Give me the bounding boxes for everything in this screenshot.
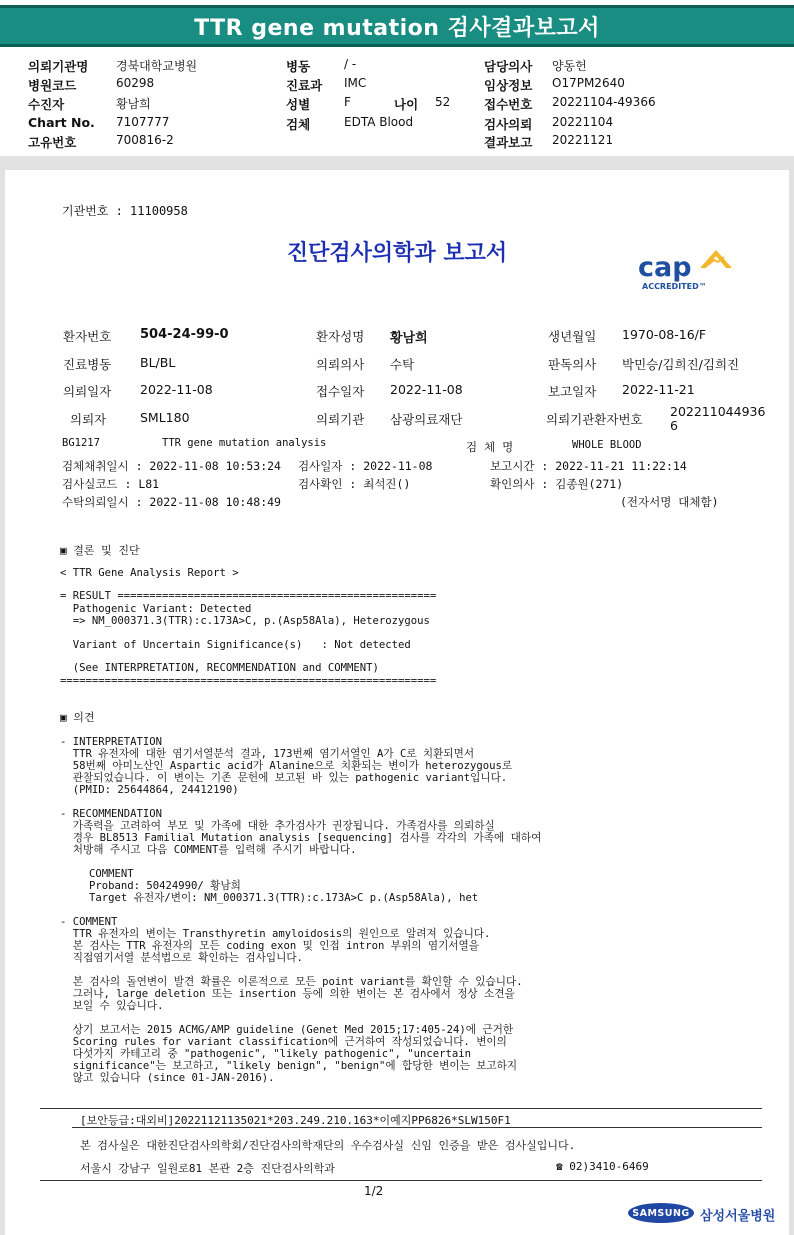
summary-label: 검사의뢰 [484, 117, 533, 132]
summary-label: 진료과 [286, 78, 323, 93]
report-line: Pathogenic Variant: Detected [60, 603, 252, 615]
summary-value: 700816-2 [116, 133, 174, 147]
specimen-value: WHOLE BLOOD [572, 439, 642, 451]
opinion-line: 처방해 주시고 다음 COMMENT를 입력해 주시기 바랍니다. [60, 844, 357, 856]
opinion-line: 관찰되었습니다. 이 변이는 기존 문헌에 보고된 바 있는 pathogenic variant입니다. [60, 772, 508, 784]
patient-label: 의뢰일자 [63, 384, 112, 399]
patient-label: 접수일자 [316, 384, 365, 399]
patient-label: 환자성명 [316, 329, 365, 344]
summary-value: 황남희 [116, 97, 151, 111]
summary-label: 임상정보 [484, 78, 533, 93]
footer-divider-mid [72, 1127, 762, 1128]
opinion-line: 그러나, large deletion 또는 insertion 등에 의한 변이는 본 검사에서 정상 소견을 [60, 988, 515, 1000]
collect-time: 검체채취일시 : 2022-11-08 10:53:24 [62, 459, 281, 473]
summary-value: 52 [435, 95, 451, 109]
section-opinion-title: ▣ 의견 [60, 711, 95, 724]
cap-logo-text: cap [638, 252, 692, 283]
lab-room-code: 검사실코드 : L81 [62, 477, 160, 491]
patient-value: SML180 [140, 410, 190, 425]
cap-accredited-logo [636, 246, 736, 294]
report-line: = RESULT ================================================== [60, 590, 437, 602]
patient-label: 의뢰자 [70, 412, 107, 427]
hospital-name: 삼성서울병원 [700, 1209, 776, 1224]
security-grade: [보안등급:대외비]20221121135021*203.249.210.163*이예지PP6826*SLW150F1 [80, 1114, 511, 1127]
report-header-title: TTR gene mutation 검사결과보고서 [194, 15, 600, 41]
patient-label: 의뢰기관환자번호 [546, 412, 643, 427]
summary-value: IMC [344, 76, 367, 90]
page-left-border [0, 156, 5, 1235]
opinion-line: (PMID: 25644864, 24412190) [60, 784, 239, 796]
esign-note: (전자서명 대체함) [620, 495, 719, 509]
cap-logo-graphic [636, 246, 736, 294]
patient-label: 생년월일 [548, 329, 597, 344]
institution-number: 기관번호 : 11100958 [62, 204, 188, 218]
summary-value: EDTA Blood [344, 115, 414, 129]
patient-value: 삼광의료재단 [390, 412, 463, 427]
summary-value: / - [344, 57, 357, 71]
opinion-line: 본 검사는 TTR 유전자의 모든 coding exon 및 인접 intron 부위의 염기서열을 [60, 940, 479, 952]
footer-divider-bottom [40, 1180, 762, 1181]
test-confirm: 검사확인 : 최석진() [298, 477, 411, 491]
patient-value: 202211044936 [670, 404, 766, 419]
summary-value: 경북대학교병원 [116, 59, 198, 73]
report-line: (See INTERPRETATION, RECOMMENDATION and COMMENT) [60, 662, 379, 674]
patient-value: 2022-11-21 [622, 382, 695, 397]
report-line: =========================================================== [60, 675, 437, 687]
footer-divider-top [40, 1108, 762, 1109]
summary-label: 수진자 [28, 97, 65, 112]
summary-label: 접수번호 [484, 97, 533, 112]
patient-value: 504-24-99-0 [140, 327, 229, 342]
opinion-line: 않고 있습니다 (since 01-JAN-2016). [60, 1072, 275, 1084]
patient-label: 판독의사 [548, 357, 597, 372]
samsung-logo: SAMSUNG [628, 1203, 694, 1223]
summary-label: 나이 [394, 97, 419, 112]
patient-value: 6 [670, 418, 678, 433]
document-title: 진단검사의학과 보고서 [286, 240, 508, 266]
opinion-line: - INTERPRETATION [60, 736, 163, 748]
opinion-line: significance"는 보고하고, "likely benign", "benign"에 합당한 변이는 보고하지 [60, 1060, 518, 1072]
opinion-line: 본 검사의 돌연변이 발견 확률은 이론적으로 모든 point variant를 확인할 수 있습니다. [60, 976, 523, 988]
test-code: BG1217 [62, 437, 100, 449]
summary-label: 검체 [286, 117, 311, 132]
summary-value: 60298 [116, 76, 155, 90]
lab-phone: ☎ 02)3410-6469 [556, 1160, 649, 1173]
summary-label: Chart No. [28, 115, 95, 130]
patient-value: BL/BL [140, 355, 176, 370]
report-header [0, 5, 794, 47]
patient-label: 보고일자 [548, 384, 597, 399]
test-date: 검사일자 : 2022-11-08 [298, 459, 433, 473]
summary-label: 담당의사 [484, 59, 533, 74]
report-line: => NM_000371.3(TTR):c.173A>C, p.(Asp58Ala), Heterozygous [60, 615, 430, 627]
opinion-line: 다섯가지 카테고리 중 "pathogenic", "likely pathogenic", "uncertain [60, 1048, 472, 1060]
page-number: 1/2 [364, 1184, 384, 1198]
patient-label: 환자번호 [63, 329, 112, 344]
summary-value: 20221104-49366 [552, 95, 656, 109]
patient-label: 진료병동 [63, 357, 112, 372]
patient-label: 의뢰기관 [316, 412, 365, 427]
report-line: < TTR Gene Analysis Report > [60, 567, 239, 579]
opinion-line: - COMMENT [60, 916, 118, 928]
report-time: 보고시간 : 2022-11-21 11:22:14 [490, 459, 687, 473]
test-name: TTR gene mutation analysis [162, 437, 327, 449]
summary-value: 20221121 [552, 133, 614, 147]
section-conclusion-title: ▣ 결론 및 진단 [60, 544, 140, 557]
summary-value: 20221104 [552, 115, 614, 129]
summary-label: 결과보고 [484, 135, 533, 150]
opinion-line: 58번째 아미노산인 Aspartic acid가 Alanine으로 치환되는 변이가 heterozygous로 [60, 760, 513, 772]
summary-label: 의뢰기관명 [28, 59, 89, 74]
patient-value: 박민승/김희진/김희진 [622, 357, 740, 372]
request-time: 수탁의뢰일시 : 2022-11-08 10:48:49 [62, 495, 281, 509]
patient-value: 수탁 [390, 357, 415, 372]
opinion-line: 가족력을 고려하여 부모 및 가족에 대한 추가검사가 권장됩니다. 가족검사를 의뢰하실 [60, 820, 495, 832]
specimen-label: 검 체 명 [466, 440, 514, 454]
opinion-line: 상기 보고서는 2015 ACMG/AMP guideline (Genet Med 2015;17:405-24)에 근거한 [60, 1024, 514, 1036]
page-right-border [789, 156, 794, 1235]
opinion-line: Scoring rules for variant classification에 근거하여 작성되었습니다. 변이의 [60, 1036, 507, 1048]
opinion-line: TTR 유전자에 대한 염기서열분석 결과, 173번째 염기서열인 A가 C로 치환되면서 [60, 748, 475, 760]
report-line: Variant of Uncertain Significance(s) : Not detected [60, 639, 411, 651]
page-top-border [0, 156, 794, 170]
opinion-line: COMMENT [89, 868, 134, 880]
summary-label: 고유번호 [28, 135, 77, 150]
opinion-line: Target 유전자/변이: NM_000371.3(TTR):c.173A>C p.(Asp58Ala), het [89, 892, 479, 904]
opinion-line: 보일 수 있습니다. [60, 1000, 164, 1012]
patient-value: 1970-08-16/F [622, 327, 707, 342]
opinion-line: Proband: 50424990/ 황남희 [89, 880, 241, 892]
summary-block [0, 52, 794, 154]
opinion-line: - RECOMMENDATION [60, 808, 163, 820]
opinion-line: 직접염기서열 분석법으로 확인하는 검사입니다. [60, 952, 303, 964]
certification-note: 본 검사실은 대한진단검사의학회/진단검사의학재단의 우수검사실 신임 인증을 받은 검사실입니다. [80, 1139, 576, 1152]
patient-value: 황남희 [390, 331, 428, 346]
summary-value: O17PM2640 [552, 76, 625, 90]
opinion-line: TTR 유전자의 변이는 Transthyretin amyloidosis의 원인으로 알려져 있습니다. [60, 928, 491, 940]
summary-label: 병원코드 [28, 78, 77, 93]
patient-label: 의뢰의사 [316, 357, 365, 372]
summary-label: 성별 [286, 97, 311, 112]
patient-value: 2022-11-08 [140, 382, 213, 397]
patient-value: 2022-11-08 [390, 382, 463, 397]
summary-value: 양동헌 [552, 59, 587, 73]
opinion-line: 경우 BL8513 Familial Mutation analysis [sequencing] 검사를 각각의 가족에 대하여 [60, 832, 542, 844]
confirming-doctor: 확인의사 : 김종원(271) [490, 477, 624, 491]
summary-value: 7107777 [116, 115, 170, 129]
cap-logo-subtext: ACCREDITED™ [642, 282, 707, 291]
summary-value: F [344, 95, 351, 109]
lab-address: 서울시 강남구 일원로81 본관 2층 진단검사의학과 [80, 1162, 335, 1175]
summary-label: 병동 [286, 59, 311, 74]
